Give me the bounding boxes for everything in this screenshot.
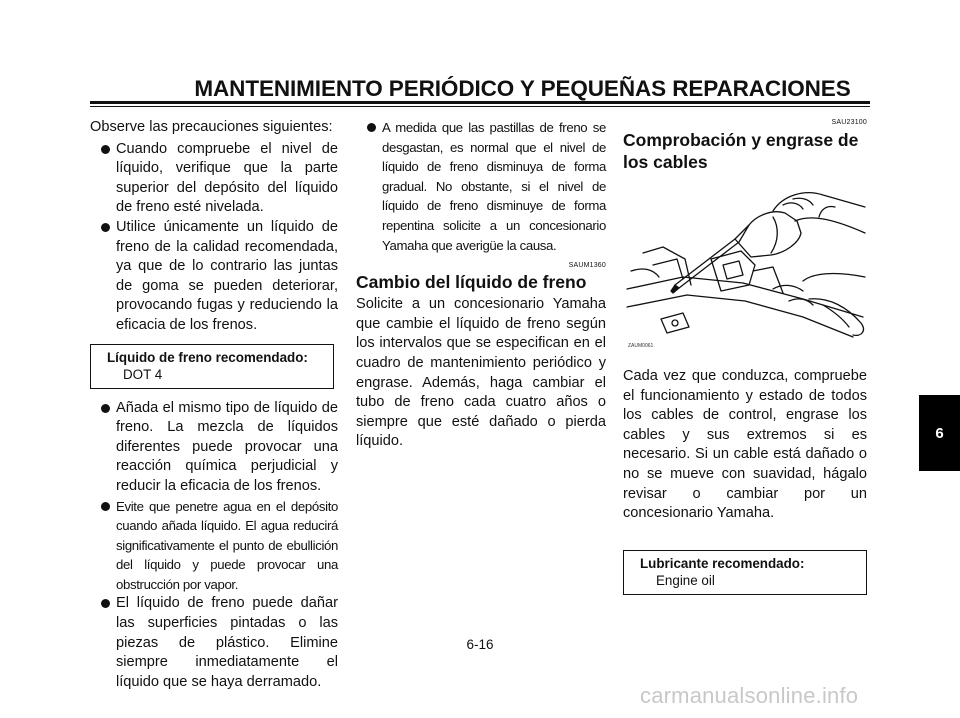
spec-title: Lubricante recomendado: <box>640 555 805 571</box>
bullet-dot-icon <box>367 123 376 132</box>
column-left <box>90 118 338 692</box>
bullet-item: Evite que penetre agua en el depósito cuando añada líquido. El agua reducirá significativamente el punto de ebullición del líquido y puede provocar una obstrucción por vapor. <box>90 497 338 595</box>
header-rule-thin <box>90 106 870 107</box>
column-middle <box>356 118 606 452</box>
spec-title: Líquido de freno recomendado: <box>107 349 308 365</box>
illustration-code: ZAUM0061 <box>628 343 654 349</box>
bullet-dot-icon <box>101 599 110 608</box>
bullet-item: Añada el mismo tipo de líquido de freno. La mezcla de líquidos diferentes puede provocar una reacción química perjudicial y reducir la eficacia de los frenos. <box>90 399 338 497</box>
oil-can-hand-illustration <box>623 181 867 351</box>
section-heading-cables: Comprobación y engrase de los cables <box>623 130 859 172</box>
bullet-item: A medida que las pastillas de freno se desgastan, es normal que el nivel de líquido de freno disminuya de forma gradual. No obstante, si el nivel de líquido de freno disminuye de forma repentina solicite a un concesionario Yamaha que averigüe la causa. <box>356 118 606 255</box>
section-code: SAUM1360 <box>568 262 606 270</box>
bullet-item: Cuando compruebe el nivel de líquido, verifique que la parte superior del depósito del líquido de freno esté nivelada. <box>90 140 338 218</box>
column-right <box>623 118 867 595</box>
bullet-dot-icon <box>101 502 110 511</box>
watermark: carmanualsonline.info <box>640 683 859 708</box>
cables-body: Cada vez que conduzca, compruebe el funcionamiento y estado de todos los cables de control, engrase los cables y sus extremos si es necesario. Si un cable está dañado o no se mueve con suavidad, hágalo revisar o cambiar por un concesionario Yamaha. <box>623 368 867 522</box>
page-header-title: MANTENIMIENTO PERIÓDICO Y PEQUEÑAS REPARACIONES <box>194 76 851 101</box>
lubricant-spec-box <box>623 550 867 595</box>
bullet-dot-icon <box>101 404 110 413</box>
header-rule-thick <box>90 101 870 104</box>
cable-lubrication-illustration <box>623 181 867 351</box>
bullet-dot-icon <box>101 223 110 232</box>
section-heading-brake-fluid: Cambio del líquido de freno <box>356 272 587 293</box>
brake-fluid-spec-box <box>90 344 334 389</box>
bullet-item: El líquido de freno puede dañar las superficies pintadas o las piezas de plástico. Elimine siempre inmediatamente el líquido que se haya derramado. <box>90 594 338 692</box>
chapter-tab: 6 <box>919 395 960 471</box>
section-code: SAU23100 <box>831 119 867 126</box>
precautions-intro: Observe las precauciones siguientes: <box>90 119 333 135</box>
bullet-dot-icon <box>101 145 110 154</box>
spec-value: DOT 4 <box>123 366 163 382</box>
bullet-item: Utilice únicamente un líquido de freno de la calidad recomendada, ya que de lo contrario las juntas de goma se pueden deteriorar, provocando fugas y reduciendo la eficacia de los frenos. <box>90 218 338 336</box>
spec-value: Engine oil <box>656 572 715 588</box>
brake-fluid-body: Solicite a un concesionario Yamaha que cambie el líquido de freno según los intervalos que se especifican en el cuadro de mantenimiento periódico y engrase. Además, haga cambiar el tubo de freno cada cuatro años o siempre que esté dañado o pierda líquido. <box>356 296 606 450</box>
page-number: 6-16 <box>466 637 494 652</box>
